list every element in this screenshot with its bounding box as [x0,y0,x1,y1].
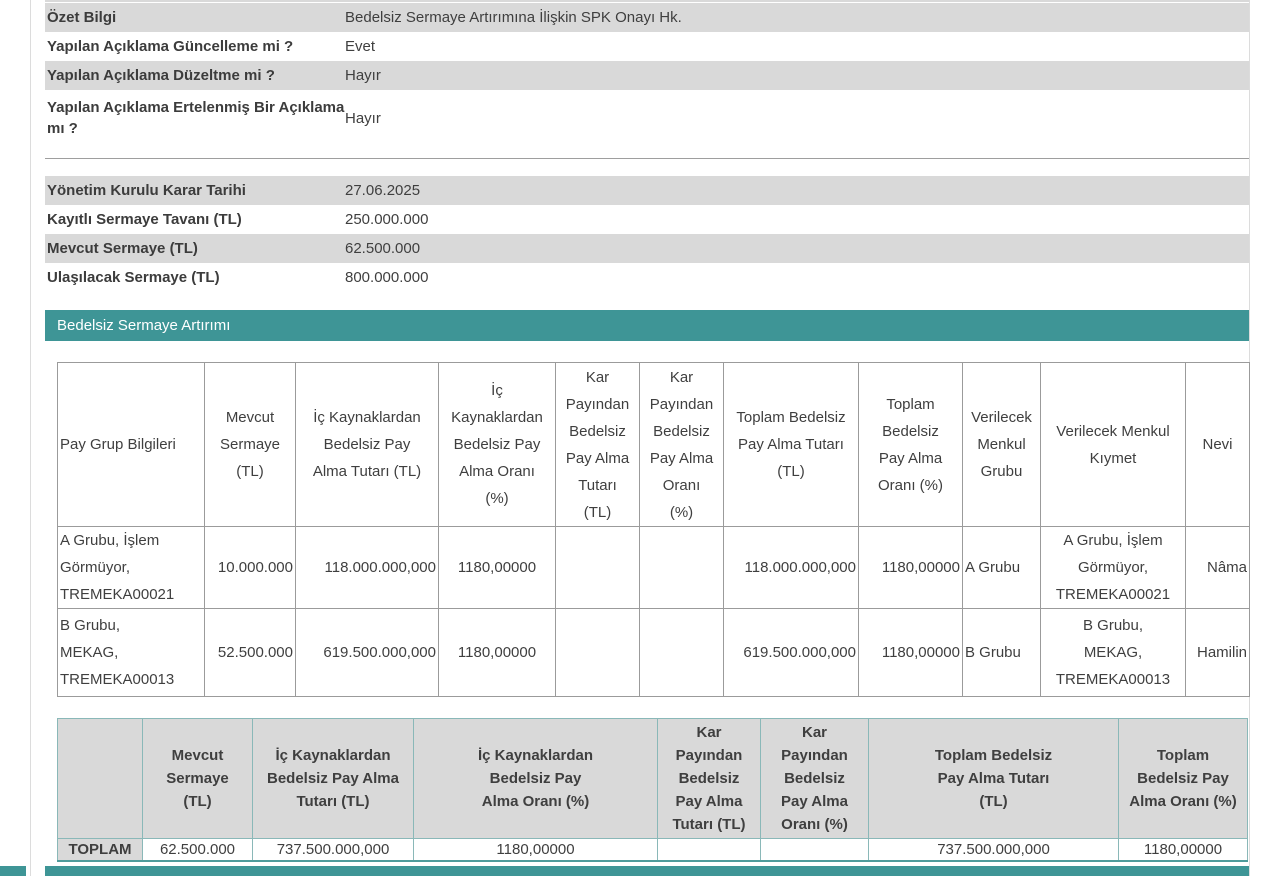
info-row [45,234,1249,263]
column-header-kar-payi-oran: Kar Payından Bedelsiz Pay Alma Oranı (%) [640,363,724,527]
info-section-2 [45,176,1249,292]
cell-nevi: Nâma [1186,527,1250,609]
cell-pay-grup: B Grubu, MEKAG, TREMEKA00013 [58,609,205,697]
table-row-a-grubu [58,527,1250,609]
info-row [45,61,1249,90]
total-ic-kaynak-tutar: 737.500.000,000 [253,839,414,862]
info-value: Evet [345,38,376,55]
page-left-divider [30,0,31,876]
summary-header-mevcut-sermaye: Mevcut Sermaye (TL) [143,719,253,839]
info-row [45,176,1249,205]
total-toplam-tutar: 737.500.000,000 [869,839,1119,862]
info-value: Bedelsiz Sermaye Artırımına İlişkin SPK Onayı Hk. [345,9,682,26]
info-row [45,3,1249,32]
total-kar-payi-oran [761,839,869,862]
total-kar-payi-tutar [658,839,761,862]
section-separator-line [45,158,1249,159]
next-section-header-bar-cropped [45,866,1249,876]
summary-header-toplam-tutar: Toplam Bedelsiz Pay Alma Tutarı (TL) [869,719,1119,839]
bottom-left-teal-fragment [0,866,26,876]
column-header-pay-grup-bilgileri: Pay Grup Bilgileri [58,363,205,527]
cell-menkul-grubu: A Grubu [963,527,1041,609]
info-label: Yapılan Açıklama Düzeltme mi ? [47,67,275,84]
total-ic-kaynak-oran: 1180,00000 [414,839,658,862]
summary-header-empty [58,719,143,839]
cell-kar-payi-oran [640,527,724,609]
info-value: 62.500.000 [345,240,421,257]
info-value: Hayır [345,67,381,84]
cell-menkul-kiymet: A Grubu, İşlem Görmüyor, TREMEKA00021 [1041,527,1186,609]
column-header-kar-payi-tutar: Kar Payından Bedelsiz Pay Alma Tutarı (TL) [556,363,640,527]
summary-header-ic-kaynak-oran: İç Kaynaklardan Bedelsiz Pay Alma Oranı (%) [414,719,658,839]
info-label: Özet Bilgi [47,9,117,26]
summary-header-toplam-oran: Toplam Bedelsiz Pay Alma Oranı (%) [1119,719,1248,839]
info-row [45,32,1249,61]
info-value: 250.000.000 [345,211,429,228]
section-header-title: Bedelsiz Sermaye Artırımı [57,317,231,334]
column-header-verilecek-menkul-grubu: Verilecek Menkul Grubu [963,363,1041,527]
column-header-mevcut-sermaye: Mevcut Sermaye (TL) [205,363,296,527]
total-mevcut-sermaye: 62.500.000 [143,839,253,862]
info-label: Yönetim Kurulu Karar Tarihi [47,182,246,199]
cell-toplam-oran: 1180,00000 [859,609,963,697]
info-row [45,263,1249,292]
cell-ic-kaynak-oran: 1180,00000 [439,609,556,697]
summary-header-kar-payi-tutar: Kar Payından Bedelsiz Pay Alma Tutarı (TL) [658,719,761,839]
cell-pay-grup: A Grubu, İşlem Görmüyor, TREMEKA00021 [58,527,205,609]
column-header-nevi: Nevi [1186,363,1250,527]
info-label: Kayıtlı Sermaye Tavanı (TL) [47,211,242,228]
cell-menkul-kiymet: B Grubu, MEKAG, TREMEKA00013 [1041,609,1186,697]
column-header-verilecek-menkul-kiymet: Verilecek Menkul Kıymet [1041,363,1186,527]
info-value: 27.06.2025 [345,182,421,199]
cell-menkul-grubu: B Grubu [963,609,1041,697]
cell-kar-payi-tutar [556,609,640,697]
info-row [45,90,1249,146]
column-header-toplam-tutar: Toplam Bedelsiz Pay Alma Tutarı (TL) [724,363,859,527]
total-row-label: TOPLAM [58,839,143,862]
cell-mevcut-sermaye: 52.500.000 [205,609,296,697]
column-header-toplam-oran: Toplam Bedelsiz Pay Alma Oranı (%) [859,363,963,527]
section-header-bar [45,310,1249,341]
main-table-header-row [58,363,1250,527]
cell-ic-kaynak-oran: 1180,00000 [439,527,556,609]
cell-ic-kaynak-tutar: 118.000.000,000 [296,527,439,609]
total-toplam-oran: 1180,00000 [1119,839,1248,862]
info-value: 800.000.000 [345,269,429,286]
summary-header-ic-kaynak-tutar: İç Kaynaklardan Bedelsiz Pay Alma Tutarı (TL) [253,719,414,839]
summary-header-kar-payi-oran: Kar Payından Bedelsiz Pay Alma Oranı (%) [761,719,869,839]
cell-ic-kaynak-tutar: 619.500.000,000 [296,609,439,697]
cell-toplam-tutar: 118.000.000,000 [724,527,859,609]
column-header-ic-kaynak-oran: İç Kaynaklardan Bedelsiz Pay Alma Oranı (%) [439,363,556,527]
cell-kar-payi-oran [640,609,724,697]
info-section-1 [45,3,1249,146]
info-label: Ulaşılacak Sermaye (TL) [47,269,220,286]
capital-increase-table [57,362,1249,697]
info-row [45,205,1249,234]
cell-toplam-tutar: 619.500.000,000 [724,609,859,697]
info-label: Yapılan Açıklama Güncelleme mi ? [47,38,294,55]
info-label: Mevcut Sermaye (TL) [47,240,198,257]
info-label: Yapılan Açıklama Ertelenmiş Bir Açıklama mı ? [47,99,345,137]
cell-mevcut-sermaye: 10.000.000 [205,527,296,609]
summary-table [57,718,1247,862]
cell-toplam-oran: 1180,00000 [859,527,963,609]
summary-total-row [58,839,1248,862]
column-header-ic-kaynak-tutar: İç Kaynaklardan Bedelsiz Pay Alma Tutarı (TL) [296,363,439,527]
cell-kar-payi-tutar [556,527,640,609]
info-value: Hayır [345,109,381,127]
cell-nevi: Hamilin [1186,609,1250,697]
table-row-b-grubu [58,609,1250,697]
top-edge-row-sliver [45,0,1249,2]
summary-header-row [58,719,1248,839]
